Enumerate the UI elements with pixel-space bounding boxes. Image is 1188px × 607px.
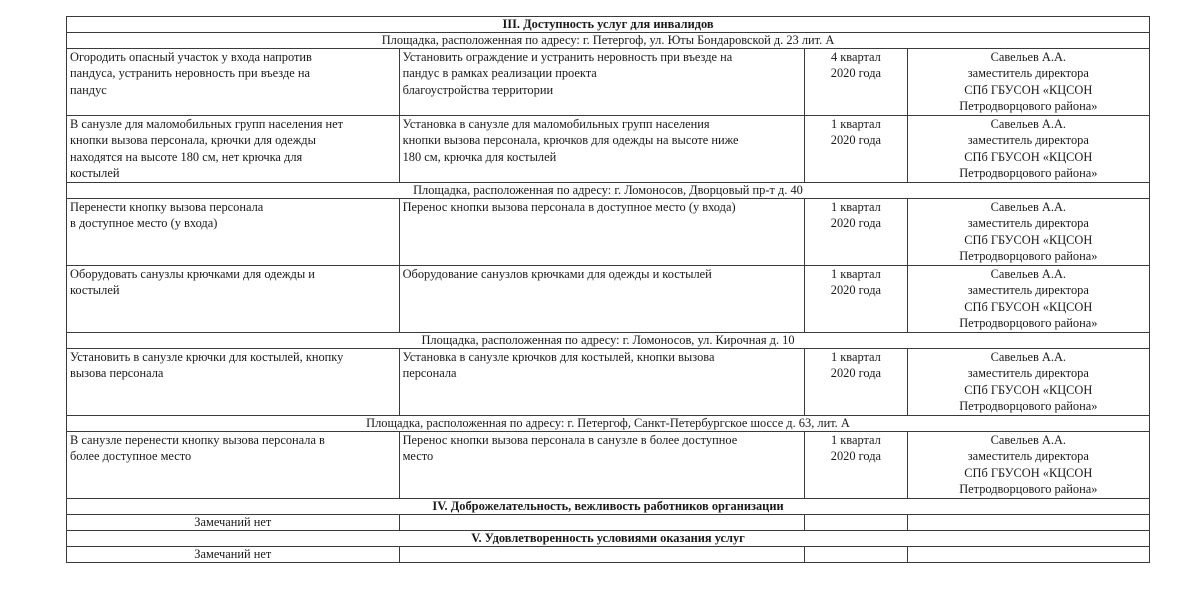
no-comments-text: Замечаний нет	[67, 515, 400, 531]
issue-cell	[67, 49, 400, 116]
term-cell	[805, 432, 907, 499]
empty-cell	[805, 515, 907, 531]
measure-cell	[399, 266, 805, 333]
responsible-line: СПб ГБУСОН «КЦСОН	[964, 149, 1093, 164]
site-address-row	[67, 416, 1150, 432]
measure-line: персонала	[402, 366, 457, 381]
issue-line: в доступное место (у входа)	[70, 216, 218, 231]
issue-cell	[67, 199, 400, 266]
term-cell	[805, 116, 907, 183]
issue-line: В санузле для маломобильных групп населения нет	[70, 117, 344, 131]
table-row	[67, 349, 1150, 416]
issue-line: костылей	[70, 165, 120, 180]
responsible-line: Савельев А.А.	[990, 200, 1067, 214]
table-body	[67, 17, 1150, 563]
term-line: 2020 года	[830, 366, 882, 381]
responsible-cell	[907, 432, 1149, 499]
responsible-line: СПб ГБУСОН «КЦСОН	[964, 465, 1093, 480]
issue-cell	[67, 266, 400, 333]
issue-line: Установить в санузле крючки для костылей, кнопку	[70, 350, 344, 364]
issue-cell	[67, 116, 400, 183]
responsible-line: заместитель директора	[967, 283, 1089, 298]
empty-cell	[805, 547, 907, 563]
term-line: 2020 года	[830, 216, 882, 231]
site-address-row	[67, 333, 1150, 349]
issue-line: В санузле перенести кнопку вызова персонала в	[70, 433, 325, 447]
table-row	[67, 432, 1150, 499]
measure-line: Оборудование санузлов крючками для одежды и костылей	[402, 267, 712, 281]
term-line: 1 квартал	[830, 433, 881, 447]
issue-line: Перенести кнопку вызова персонала	[70, 200, 264, 214]
term-cell	[805, 266, 907, 333]
responsible-line: заместитель директора	[967, 216, 1089, 231]
issue-line: более доступное место	[70, 449, 192, 464]
issue-line: пандус	[70, 82, 107, 97]
issue-line: Оборудовать санузлы крючками для одежды и	[70, 267, 315, 281]
measure-line: место	[402, 449, 434, 464]
section-header-row	[67, 531, 1150, 547]
measure-line: 180 см, крючка для костылей	[402, 149, 557, 164]
site-address: Площадка, расположенная по адресу: г. Петергоф, ул. Юты Бондаровской д. 23 лит. А	[67, 33, 1150, 49]
responsible-line: Савельев А.А.	[990, 433, 1067, 447]
issue-line: Огородить опасный участок у входа напротив	[70, 50, 312, 64]
responsible-line: Петродворцового района»	[959, 248, 1098, 263]
measure-line: Перенос кнопки вызова персонала в доступное место (у входа)	[402, 200, 736, 214]
no-comments-row	[67, 515, 1150, 531]
section-header-row	[67, 17, 1150, 33]
empty-cell	[907, 547, 1149, 563]
issue-cell	[67, 432, 400, 499]
no-comments-row	[67, 547, 1150, 563]
table-row	[67, 49, 1150, 116]
issue-line: пандуса, устранить неровность при въезде на	[70, 66, 311, 81]
section-header-row	[67, 499, 1150, 515]
responsible-line: Петродворцового района»	[959, 165, 1098, 180]
responsible-line: Петродворцового района»	[959, 398, 1098, 413]
site-address: Площадка, расположенная по адресу: г. Петергоф, Санкт-Петербургское шоссе д. 63, лит. А	[67, 416, 1150, 432]
responsible-line: Петродворцового района»	[959, 315, 1098, 330]
responsible-line: Савельев А.А.	[990, 350, 1067, 364]
measure-cell	[399, 432, 805, 499]
empty-cell	[399, 547, 805, 563]
measure-line: благоустройства территории	[402, 82, 554, 97]
site-address: Площадка, расположенная по адресу: г. Ломоносов, Дворцовый пр-т д. 40	[67, 183, 1150, 199]
responsible-line: Петродворцового района»	[959, 98, 1098, 113]
term-cell	[805, 349, 907, 416]
measure-line: Перенос кнопки вызова персонала в санузле в более доступное	[402, 433, 738, 447]
issue-line: находятся на высоте 180 см, нет крючка для	[70, 149, 303, 164]
term-line: 4 квартал	[830, 50, 881, 64]
improvement-plan-table	[66, 16, 1150, 563]
measure-line: Установить ограждение и устранить неровность при въезде на	[402, 50, 733, 64]
responsible-cell	[907, 49, 1149, 116]
term-line: 1 квартал	[830, 200, 881, 214]
responsible-line: СПб ГБУСОН «КЦСОН	[964, 299, 1093, 314]
responsible-line: СПб ГБУСОН «КЦСОН	[964, 82, 1093, 97]
site-address-row	[67, 183, 1150, 199]
section-4-title: IV. Доброжелательность, вежливость работников организации	[67, 499, 1150, 515]
measure-line: кнопки вызова персонала, крючков для одежды на высоте ниже	[402, 133, 739, 148]
term-line: 2020 года	[830, 133, 882, 148]
responsible-line: заместитель директора	[967, 366, 1089, 381]
section-3-title: III. Доступность услуг для инвалидов	[67, 17, 1150, 33]
issue-cell	[67, 349, 400, 416]
responsible-line: Савельев А.А.	[990, 117, 1067, 131]
issue-line: вызова персонала	[70, 366, 164, 381]
responsible-line: Савельев А.А.	[990, 50, 1067, 64]
empty-cell	[907, 515, 1149, 531]
measure-cell	[399, 49, 805, 116]
responsible-line: Савельев А.А.	[990, 267, 1067, 281]
responsible-cell	[907, 266, 1149, 333]
measure-cell	[399, 199, 805, 266]
measure-line: пандус в рамках реализации проекта	[402, 66, 597, 81]
empty-cell	[399, 515, 805, 531]
site-address-row	[67, 33, 1150, 49]
responsible-cell	[907, 116, 1149, 183]
table-row	[67, 116, 1150, 183]
table-row	[67, 199, 1150, 266]
measure-cell	[399, 116, 805, 183]
responsible-line: СПб ГБУСОН «КЦСОН	[964, 232, 1093, 247]
measure-cell	[399, 349, 805, 416]
responsible-line: заместитель директора	[967, 133, 1089, 148]
issue-line: кнопки вызова персонала, крючки для одежды	[70, 133, 316, 148]
site-address: Площадка, расположенная по адресу: г. Ломоносов, ул. Кирочная д. 10	[67, 333, 1150, 349]
no-comments-text: Замечаний нет	[67, 547, 400, 563]
responsible-line: заместитель директора	[967, 66, 1089, 81]
measure-line: Установка в санузле крючков для костылей, кнопки вызова	[402, 350, 715, 364]
term-line: 2020 года	[830, 449, 882, 464]
term-line: 1 квартал	[830, 267, 881, 281]
term-cell	[805, 49, 907, 116]
term-line: 1 квартал	[830, 117, 881, 131]
issue-line: костылей	[70, 283, 120, 298]
measure-line: Установка в санузле для маломобильных групп населения	[402, 117, 710, 131]
term-line: 2020 года	[830, 66, 882, 81]
term-line: 1 квартал	[830, 350, 881, 364]
responsible-cell	[907, 349, 1149, 416]
term-line: 2020 года	[830, 283, 882, 298]
responsible-line: Петродворцового района»	[959, 481, 1098, 496]
table-row	[67, 266, 1150, 333]
responsible-line: заместитель директора	[967, 449, 1089, 464]
term-cell	[805, 199, 907, 266]
responsible-cell	[907, 199, 1149, 266]
responsible-line: СПб ГБУСОН «КЦСОН	[964, 382, 1093, 397]
section-5-title: V. Удовлетворенность условиями оказания услуг	[67, 531, 1150, 547]
